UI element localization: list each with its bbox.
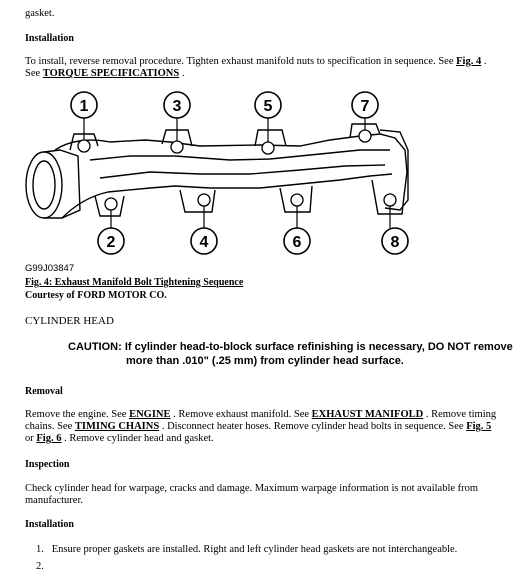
top-fragment-text: gasket. bbox=[25, 8, 55, 19]
removal-heading: Removal bbox=[25, 386, 63, 397]
list-item bbox=[36, 561, 49, 573]
removal-text: Remove the engine. See bbox=[25, 409, 130, 420]
bolt-label-1: 1 bbox=[79, 98, 89, 115]
removal-text: . Remove exhaust manifold. See bbox=[170, 409, 312, 420]
removal-text: or bbox=[25, 433, 37, 444]
bolt-label-7: 7 bbox=[360, 98, 370, 115]
installation-heading-2: Installation bbox=[25, 519, 74, 530]
list-item bbox=[36, 544, 457, 556]
bolt-label-5: 5 bbox=[263, 98, 273, 115]
removal-text: chains. See bbox=[25, 421, 75, 432]
list-item-text: Ensure proper gaskets are installed. Right and left cylinder head gaskets are not interchangeable. bbox=[51, 544, 458, 555]
figure-code: G99J03847 bbox=[25, 263, 75, 274]
fig5-link[interactable]: Fig. 5 bbox=[466, 421, 492, 432]
inspection-paragraph bbox=[25, 483, 517, 507]
installation-text-b: . bbox=[481, 56, 487, 67]
timing-chains-link[interactable]: TIMING CHAINS bbox=[74, 421, 160, 432]
bolt-label-6: 6 bbox=[292, 234, 302, 251]
fig4-link[interactable]: Fig. 4 bbox=[456, 56, 482, 67]
caution-note bbox=[68, 340, 523, 368]
figure-caption: Fig. 4: Exhaust Manifold Bolt Tightening Sequence bbox=[25, 277, 244, 288]
caution-line-1: CAUTION: If cylinder head-to-block surface refinishing is necessary, DO NOT remove bbox=[68, 341, 513, 353]
inspection-line: Check cylinder head for warpage, cracks and damage. Maximum warpage information is not available from bbox=[25, 483, 479, 494]
inspection-line: manufacturer. bbox=[25, 495, 84, 506]
torque-specifications-link[interactable]: TORQUE SPECIFICATIONS bbox=[42, 68, 180, 79]
installation-text-a: To install, reverse removal procedure. Tighten exhaust manifold nuts to specification in sequence. See bbox=[25, 56, 457, 67]
installation-text-c: . bbox=[179, 68, 185, 79]
section-title-cylinder-head: CYLINDER HEAD bbox=[25, 315, 114, 327]
list-item-number: 1. bbox=[36, 544, 44, 555]
removal-text: . Remove cylinder head and gasket. bbox=[61, 433, 214, 444]
bolt-label-2: 2 bbox=[106, 234, 116, 251]
bolt-label-3: 3 bbox=[172, 98, 182, 115]
removal-text: . Disconnect heater hoses. Remove cylinder head bolts in sequence. See bbox=[159, 421, 467, 432]
figure-courtesy: Courtesy of FORD MOTOR CO. bbox=[25, 290, 167, 301]
fig6-link[interactable]: Fig. 6 bbox=[36, 433, 62, 444]
exhaust-manifold-link[interactable]: EXHAUST MANIFOLD bbox=[311, 409, 424, 420]
caution-line-2: more than .010" (.25 mm) from cylinder head surface. bbox=[126, 355, 404, 367]
installation-heading: Installation bbox=[25, 33, 74, 44]
bolt-label-8: 8 bbox=[390, 234, 400, 251]
inspection-heading: Inspection bbox=[25, 459, 70, 470]
installation-see: See bbox=[25, 68, 43, 79]
bolt-label-4: 4 bbox=[199, 234, 209, 251]
removal-text: . Remove timing bbox=[423, 409, 497, 420]
removal-paragraph bbox=[25, 409, 517, 445]
list-item-number: 2. bbox=[36, 561, 44, 572]
engine-link[interactable]: ENGINE bbox=[129, 409, 171, 420]
